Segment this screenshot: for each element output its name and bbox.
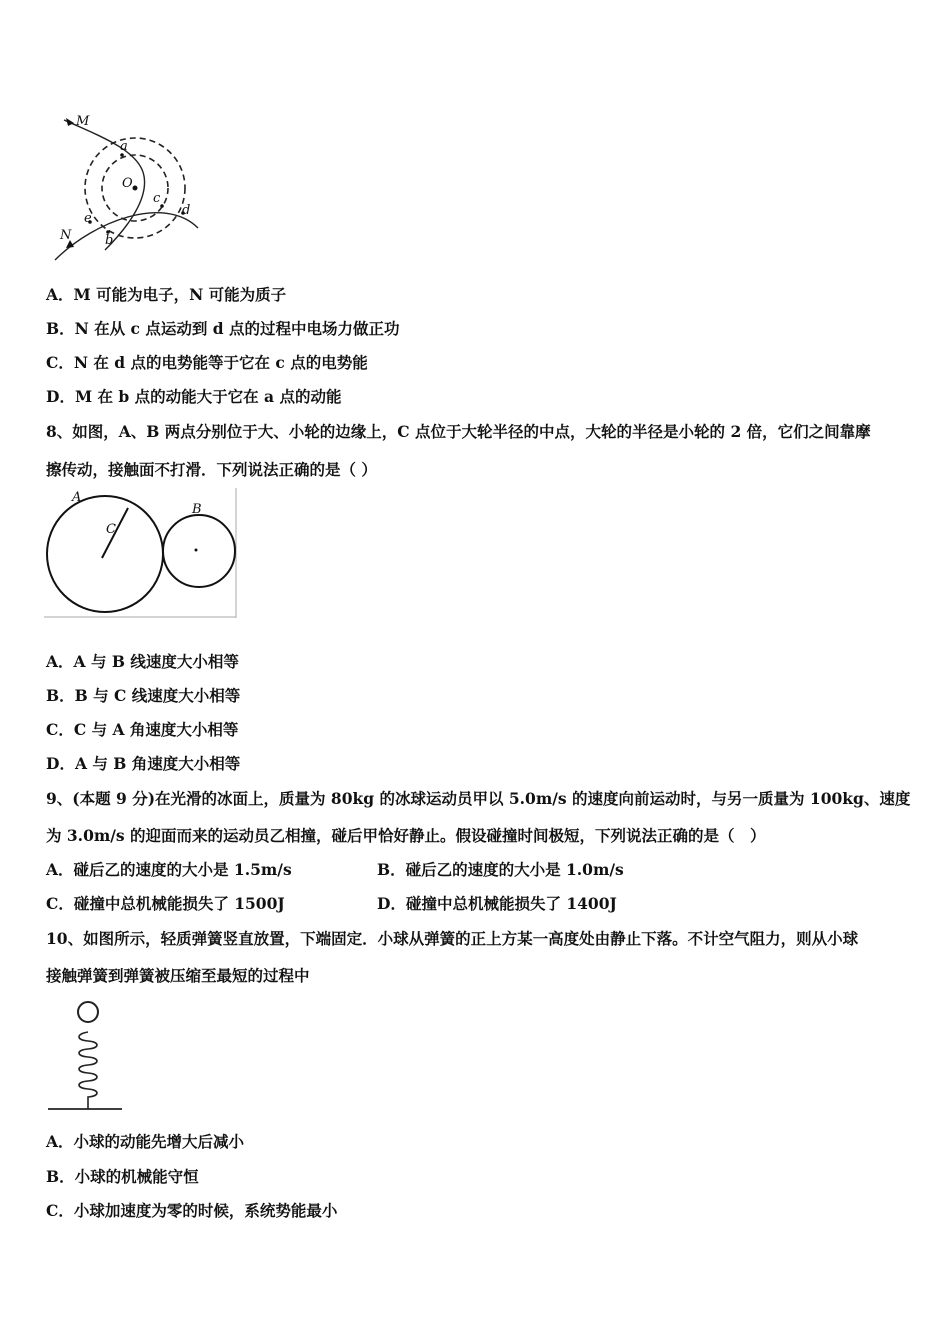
ball xyxy=(78,1002,98,1022)
q7-option-b: B．N 在从 c 点运动到 d 点的过程中电场力做正功 xyxy=(46,319,400,338)
q9-option-d: D．碰撞中总机械能损失了 1400J xyxy=(377,894,617,913)
q10-stem-line2: 接触弹簧到弹簧被压缩至最短的过程中 xyxy=(46,966,310,985)
label-n: N xyxy=(60,228,72,243)
electric-field-figure xyxy=(50,110,210,270)
label-m: M xyxy=(76,114,90,129)
q8-option-c: C．C 与 A 角速度大小相等 xyxy=(46,720,239,739)
label-d: d xyxy=(182,203,191,218)
center-point xyxy=(133,186,138,191)
label-c: c xyxy=(153,191,161,206)
q9-stem-line1: 9、(本题 9 分)在光滑的冰面上，质量为 80kg 的冰球运动员甲以 5.0m/s 的速度向前运动时，与另一质量为 100kg、速度 xyxy=(46,789,911,808)
label-o: O xyxy=(122,176,133,191)
label-wheel-a: A xyxy=(72,490,82,505)
q10-option-c: C．小球加速度为零的时候，系统势能最小 xyxy=(46,1201,338,1220)
q7-option-c: C．N 在 d 点的电势能等于它在 c 点的电势能 xyxy=(46,353,368,372)
label-e: e xyxy=(84,211,92,226)
point-c xyxy=(160,204,164,208)
label-b: b xyxy=(105,233,114,248)
q10-option-b: B．小球的机械能守恒 xyxy=(46,1167,199,1186)
small-wheel xyxy=(163,515,235,587)
wheels-figure xyxy=(44,488,240,620)
q8-option-a: A．A 与 B 线速度大小相等 xyxy=(46,652,239,671)
label-wheel-c: C xyxy=(106,522,116,537)
q9-option-c: C．碰撞中总机械能损失了 1500J xyxy=(46,894,285,913)
q9-option-a: A．碰后乙的速度的大小是 1.5m/s xyxy=(46,860,292,879)
q9-stem-line2: 为 3.0m/s 的迎面而来的运动员乙相撞，碰后甲恰好静止。假设碰撞时间极短，下列说法正确的是（ ） xyxy=(46,826,766,845)
label-wheel-b: B xyxy=(192,502,202,517)
q8-stem-line1: 8、如图，A、B 两点分别位于大、小轮的边缘上，C 点位于大轮半径的中点，大轮的半径是小轮的 2 倍，它们之间靠摩 xyxy=(46,422,871,441)
q10-stem-line1: 10、如图所示，轻质弹簧竖直放置，下端固定．小球从弹簧的正上方某一高度处由静止下落。不计空气阻力，则从小球 xyxy=(46,929,859,948)
q8-option-b: B．B 与 C 线速度大小相等 xyxy=(46,686,241,705)
q7-option-d: D．M 在 b 点的动能大于它在 a 点的动能 xyxy=(46,387,342,406)
q10-option-a: A．小球的动能先增大后减小 xyxy=(46,1132,245,1151)
small-wheel-center xyxy=(195,549,198,552)
label-a: a xyxy=(120,139,128,154)
spring-figure xyxy=(46,996,126,1116)
q8-option-d: D．A 与 B 角速度大小相等 xyxy=(46,754,241,773)
q7-option-a: A．M 可能为电子，N 可能为质子 xyxy=(46,285,287,304)
q8-stem-line2: 擦传动，接触面不打滑．下列说法正确的是（ ） xyxy=(46,460,377,479)
arrow-m xyxy=(66,118,74,126)
spring-coil xyxy=(79,1032,97,1109)
q9-option-b: B．碰后乙的速度的大小是 1.0m/s xyxy=(377,860,624,879)
